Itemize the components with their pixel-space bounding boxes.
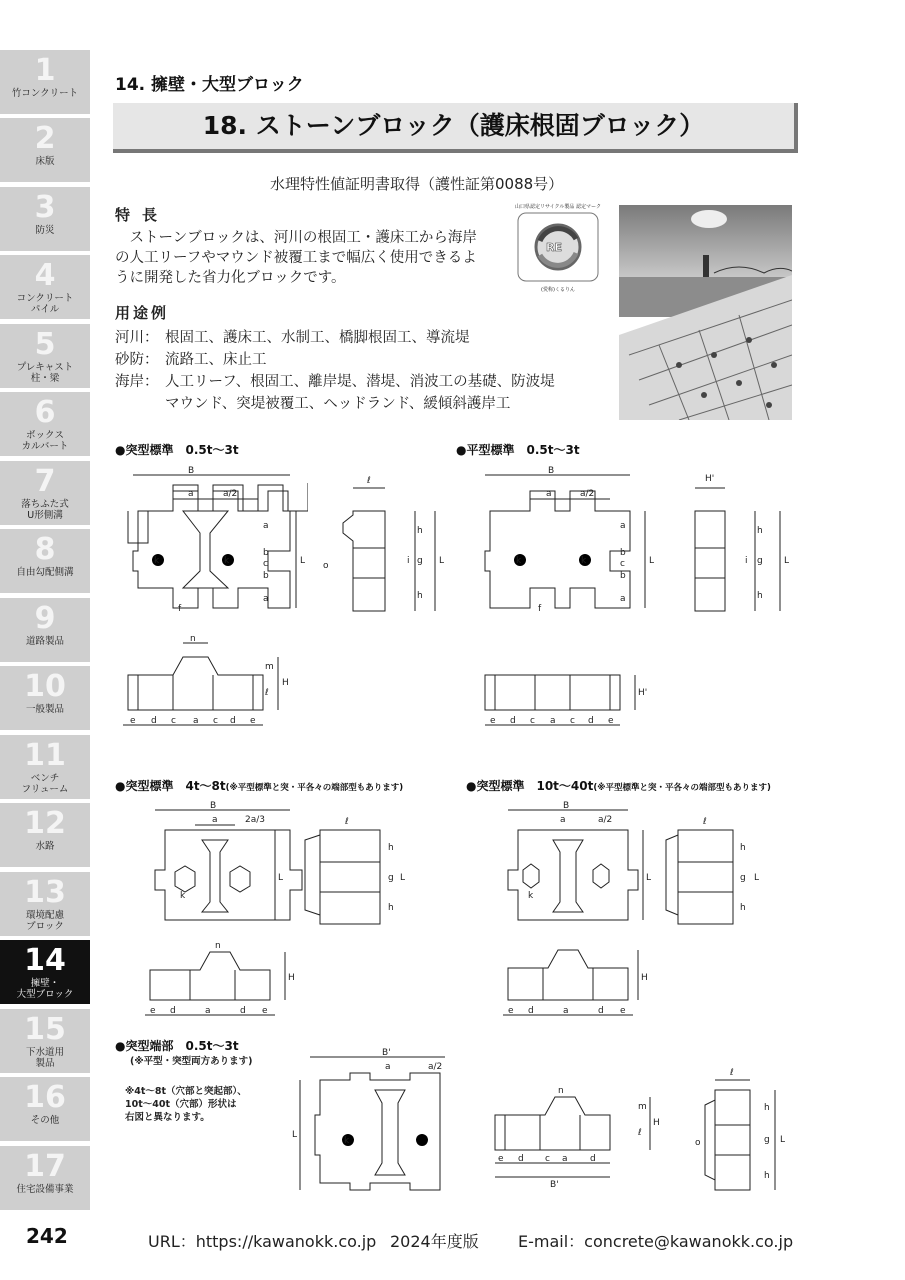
tab-label: 竹コンクリート bbox=[11, 88, 79, 99]
svg-text:n: n bbox=[215, 941, 221, 951]
use-key: 河川： bbox=[115, 330, 159, 346]
svg-text:B': B' bbox=[550, 1180, 559, 1190]
svg-text:h: h bbox=[417, 526, 423, 536]
svg-text:H: H bbox=[282, 678, 289, 688]
tab-label: プレキャスト 柱・梁 bbox=[16, 362, 74, 384]
end-block-plan-drawing bbox=[290, 1045, 450, 1205]
end-block-side-drawing bbox=[690, 1060, 800, 1205]
tab-number: 13 bbox=[24, 875, 66, 910]
flat-block-plan-drawing bbox=[480, 463, 670, 633]
svg-text:B: B bbox=[563, 801, 570, 811]
tab-15[interactable] bbox=[0, 1009, 90, 1073]
svg-text:g: g bbox=[764, 1135, 770, 1145]
use-value: マウンド、突堤被覆工、ヘッドランド、緩傾斜護岸工 bbox=[165, 396, 511, 412]
svg-text:d: d bbox=[230, 716, 236, 726]
tab-number: 8 bbox=[34, 532, 56, 567]
svg-text:a/2: a/2 bbox=[223, 489, 238, 499]
tab-number: 6 bbox=[34, 395, 56, 430]
svg-text:h: h bbox=[417, 591, 423, 601]
svg-text:c: c bbox=[530, 716, 535, 726]
svg-text:d: d bbox=[240, 1006, 246, 1016]
footer-email[interactable]: E-mail：concrete@kawanokk.co.jp bbox=[518, 1232, 794, 1251]
svg-text:g: g bbox=[388, 873, 394, 883]
svg-text:e: e bbox=[130, 716, 136, 726]
svg-text:a: a bbox=[550, 716, 556, 726]
svg-text:b: b bbox=[620, 571, 626, 581]
svg-text:e: e bbox=[608, 716, 614, 726]
svg-text:h: h bbox=[757, 591, 763, 601]
use-value: 人工リーフ、根固工、離岸堤、潜堤、消波工の基礎、防波堤 bbox=[165, 374, 555, 390]
end-block-front-drawing bbox=[490, 1075, 670, 1195]
svg-text:a: a bbox=[212, 815, 218, 825]
block-plan-drawing bbox=[118, 463, 308, 633]
figure-title: ●突型標準 10t〜40t bbox=[466, 779, 594, 793]
list-item bbox=[115, 371, 615, 393]
tab-8[interactable] bbox=[0, 529, 90, 593]
svg-text:B': B' bbox=[382, 1048, 391, 1058]
svg-text:h: h bbox=[388, 903, 394, 913]
svg-text:d: d bbox=[598, 1006, 604, 1016]
svg-text:a: a bbox=[205, 1006, 211, 1016]
tab-label: 一般製品 bbox=[25, 704, 64, 715]
svg-text:c: c bbox=[570, 716, 575, 726]
block-4t-8t-drawing bbox=[140, 800, 460, 1030]
svg-text:h: h bbox=[764, 1171, 770, 1181]
svg-text:o: o bbox=[323, 561, 329, 571]
svg-text:k: k bbox=[581, 556, 587, 566]
svg-text:a: a bbox=[263, 521, 269, 531]
svg-text:i: i bbox=[407, 556, 410, 566]
svg-text:L: L bbox=[784, 556, 790, 566]
tab-7[interactable] bbox=[0, 461, 90, 525]
tab-12[interactable] bbox=[0, 803, 90, 867]
svg-text:a: a bbox=[562, 1154, 568, 1164]
site-photo bbox=[619, 205, 792, 420]
page-number: 242 bbox=[26, 1224, 68, 1248]
tab-13[interactable] bbox=[0, 872, 90, 936]
figure-label bbox=[466, 777, 771, 794]
svg-text:c: c bbox=[263, 559, 268, 569]
tab-4[interactable] bbox=[0, 255, 90, 319]
tab-3[interactable] bbox=[0, 187, 90, 251]
tab-number: 9 bbox=[34, 601, 56, 636]
svg-text:d: d bbox=[151, 716, 157, 726]
svg-text:e: e bbox=[490, 716, 496, 726]
tab-9[interactable] bbox=[0, 598, 90, 662]
tab-label: 水路 bbox=[35, 841, 55, 852]
svg-text:e: e bbox=[262, 1006, 268, 1016]
use-key bbox=[115, 393, 165, 415]
svg-text:L: L bbox=[439, 556, 445, 566]
svg-text:g: g bbox=[757, 556, 763, 566]
svg-text:k: k bbox=[224, 556, 230, 566]
tab-label: 下水道用 製品 bbox=[25, 1047, 64, 1069]
svg-text:g: g bbox=[417, 556, 423, 566]
svg-text:a: a bbox=[620, 521, 626, 531]
svg-text:a: a bbox=[385, 1062, 391, 1072]
svg-text:b: b bbox=[263, 548, 269, 558]
flat-block-side-drawing bbox=[680, 463, 800, 623]
figure-label: ●平型標準 0.5t〜3t bbox=[456, 443, 580, 457]
svg-text:a: a bbox=[560, 815, 566, 825]
title-bar bbox=[113, 103, 798, 153]
svg-text:L: L bbox=[754, 873, 760, 883]
svg-text:h: h bbox=[764, 1103, 770, 1113]
tab-5[interactable] bbox=[0, 324, 90, 388]
tab-number: 2 bbox=[34, 121, 56, 156]
tab-number: 4 bbox=[34, 258, 56, 293]
uses-list bbox=[115, 327, 615, 415]
svg-text:B: B bbox=[210, 801, 217, 811]
tab-number: 12 bbox=[24, 806, 66, 841]
tab-label: 床版 bbox=[35, 156, 55, 167]
tab-number: 11 bbox=[24, 738, 66, 773]
svg-text:ℓ: ℓ bbox=[345, 817, 349, 827]
svg-text:a: a bbox=[263, 594, 269, 604]
use-value: 流路工、床止工 bbox=[165, 352, 267, 368]
tab-2[interactable] bbox=[0, 118, 90, 182]
svg-text:H: H bbox=[641, 973, 648, 983]
mark-caption-bottom: (愛称)くるりん bbox=[541, 287, 575, 293]
svg-text:a: a bbox=[546, 489, 552, 499]
figure-label: ●突型標準 0.5t〜3t bbox=[115, 443, 239, 457]
use-value: 根固工、護床工、水制工、橋脚根固工、導流堤 bbox=[165, 330, 470, 346]
tab-label: コンクリート パイル bbox=[16, 293, 74, 315]
tab-number: 7 bbox=[34, 464, 56, 499]
recycle-mark bbox=[510, 204, 606, 296]
features-text: ストーンブロックは、河川の根固工・護床工から海岸の人工リーフやマウンド被覆工まで幅広く使用できるように開発した省力化ブロックです。 bbox=[115, 230, 477, 286]
tab-number: 1 bbox=[34, 53, 56, 88]
svg-text:a: a bbox=[188, 489, 194, 499]
tab-number: 16 bbox=[24, 1080, 66, 1115]
flat-block-front-drawing bbox=[480, 635, 670, 740]
svg-text:h: h bbox=[740, 903, 746, 913]
svg-text:e: e bbox=[508, 1006, 514, 1016]
figure-note: (※平型・突型両方あります) bbox=[130, 1056, 253, 1067]
tab-number: 17 bbox=[24, 1149, 66, 1184]
svg-text:e: e bbox=[150, 1006, 156, 1016]
svg-text:f: f bbox=[178, 604, 182, 614]
svg-text:a: a bbox=[563, 1006, 569, 1016]
svg-text:k: k bbox=[344, 1136, 350, 1146]
svg-text:i: i bbox=[745, 556, 748, 566]
svg-text:c: c bbox=[620, 559, 625, 569]
tab-label: 擁壁・ 大型ブロック bbox=[16, 978, 74, 1000]
block-side-drawing bbox=[315, 463, 455, 623]
use-key: 海岸： bbox=[115, 374, 159, 390]
svg-text:a: a bbox=[620, 594, 626, 604]
svg-text:a/2: a/2 bbox=[598, 815, 613, 825]
page-title: 18. ストーンブロック（護床根固ブロック） bbox=[202, 111, 705, 140]
tab-label: 住宅設備事業 bbox=[16, 1184, 74, 1195]
svg-text:d: d bbox=[528, 1006, 534, 1016]
figure-label: ●突型端部 0.5t〜3t bbox=[115, 1039, 239, 1053]
svg-text:o: o bbox=[695, 1138, 701, 1148]
tab-number: 5 bbox=[34, 327, 56, 362]
svg-text:a/2: a/2 bbox=[580, 489, 595, 499]
list-item bbox=[115, 393, 615, 415]
svg-text:2a/3: 2a/3 bbox=[245, 815, 265, 825]
svg-text:e: e bbox=[498, 1154, 504, 1164]
tab-17[interactable] bbox=[0, 1146, 90, 1210]
svg-text:ℓ: ℓ bbox=[367, 476, 371, 486]
tab-label: ボックス カルバート bbox=[21, 430, 69, 452]
svg-text:h: h bbox=[740, 843, 746, 853]
footer-edition: 2024年度版 bbox=[390, 1232, 479, 1251]
tab-label: 環境配慮 ブロック bbox=[25, 910, 64, 932]
certification-text: 水理特性値証明書取得（護性証第0088号） bbox=[270, 175, 564, 193]
svg-text:a: a bbox=[193, 716, 199, 726]
svg-text:c: c bbox=[213, 716, 218, 726]
figure-note: ※4t〜8t（穴部と突起部）、 10t〜40t（穴部）形状は 右図と異なります。 bbox=[125, 1086, 247, 1123]
use-key: 砂防： bbox=[115, 352, 159, 368]
svg-text:k: k bbox=[516, 556, 522, 566]
svg-text:k: k bbox=[528, 891, 534, 901]
section-label: 14. 擁壁・大型ブロック bbox=[115, 75, 304, 95]
tab-10[interactable] bbox=[0, 666, 90, 730]
tab-label: 防災 bbox=[35, 225, 55, 236]
features-heading: 特長 bbox=[115, 206, 170, 224]
figure-label bbox=[115, 777, 403, 794]
figure-note: (※平型標準と突・平各々の端部型もあります) bbox=[225, 783, 404, 793]
svg-text:L: L bbox=[292, 1130, 298, 1140]
footer-url[interactable]: URL：https://kawanokk.co.jp bbox=[148, 1232, 377, 1251]
uses-heading: 用途例 bbox=[115, 304, 170, 322]
svg-text:L: L bbox=[646, 873, 652, 883]
block-front-drawing bbox=[118, 635, 308, 740]
svg-text:L: L bbox=[649, 556, 655, 566]
svg-text:m: m bbox=[638, 1102, 647, 1112]
svg-text:d: d bbox=[170, 1006, 176, 1016]
tab-label: 道路製品 bbox=[25, 636, 64, 647]
recycle-icon bbox=[510, 211, 606, 283]
figure-title: ●突型標準 4t〜8t bbox=[115, 779, 226, 793]
svg-text:d: d bbox=[510, 716, 516, 726]
svg-text:ℓ: ℓ bbox=[638, 1128, 642, 1138]
tab-number: 15 bbox=[24, 1012, 66, 1047]
svg-text:L: L bbox=[780, 1135, 786, 1145]
svg-text:L: L bbox=[300, 556, 306, 566]
svg-text:b: b bbox=[620, 548, 626, 558]
tab-1[interactable] bbox=[0, 50, 90, 114]
svg-text:d: d bbox=[590, 1154, 596, 1164]
svg-text:k: k bbox=[154, 556, 160, 566]
svg-text:g: g bbox=[740, 873, 746, 883]
tab-number: 3 bbox=[34, 190, 56, 225]
svg-text:H': H' bbox=[638, 688, 648, 698]
svg-text:n: n bbox=[190, 635, 196, 644]
svg-text:d: d bbox=[518, 1154, 524, 1164]
svg-text:c: c bbox=[545, 1154, 550, 1164]
svg-text:H: H bbox=[653, 1118, 660, 1128]
tab-6[interactable] bbox=[0, 392, 90, 456]
svg-text:c: c bbox=[171, 716, 176, 726]
svg-text:L: L bbox=[400, 873, 406, 883]
svg-text:h: h bbox=[757, 526, 763, 536]
svg-text:ℓ: ℓ bbox=[730, 1068, 734, 1078]
list-item bbox=[115, 349, 615, 371]
svg-text:b: b bbox=[263, 571, 269, 581]
svg-text:e: e bbox=[250, 716, 256, 726]
tab-16[interactable] bbox=[0, 1077, 90, 1141]
mark-caption-top: 山口県認定リサイクル製品 認定マーク bbox=[515, 204, 601, 210]
mark-badge: RE bbox=[546, 241, 562, 254]
svg-text:H': H' bbox=[705, 474, 715, 484]
tab-14-active[interactable] bbox=[0, 940, 90, 1004]
svg-text:k: k bbox=[180, 891, 186, 901]
svg-text:a/2: a/2 bbox=[428, 1062, 443, 1072]
svg-text:n: n bbox=[558, 1086, 564, 1096]
figure-note: (※平型標準と突・平各々の端部型もあります) bbox=[593, 783, 771, 793]
tab-number: 14 bbox=[24, 943, 66, 978]
svg-text:H: H bbox=[288, 973, 295, 983]
svg-text:B: B bbox=[188, 466, 195, 476]
tab-number: 10 bbox=[24, 669, 66, 704]
tab-label: その他 bbox=[30, 1115, 60, 1126]
list-item bbox=[115, 327, 615, 349]
svg-text:B: B bbox=[548, 466, 555, 476]
svg-text:m: m bbox=[265, 662, 274, 672]
svg-text:L: L bbox=[278, 873, 284, 883]
tab-11[interactable] bbox=[0, 735, 90, 799]
svg-text:ℓ: ℓ bbox=[703, 817, 707, 827]
tab-label: 自由勾配側溝 bbox=[16, 567, 74, 578]
svg-text:f: f bbox=[538, 604, 542, 614]
tab-label: ベンチ フリューム bbox=[21, 773, 69, 795]
svg-text:h: h bbox=[388, 843, 394, 853]
block-10t-40t-drawing bbox=[498, 800, 788, 1030]
tab-label: 落ちふた式 U形側溝 bbox=[21, 499, 69, 521]
svg-text:e: e bbox=[620, 1006, 626, 1016]
svg-text:ℓ: ℓ bbox=[265, 688, 269, 698]
svg-text:d: d bbox=[588, 716, 594, 726]
